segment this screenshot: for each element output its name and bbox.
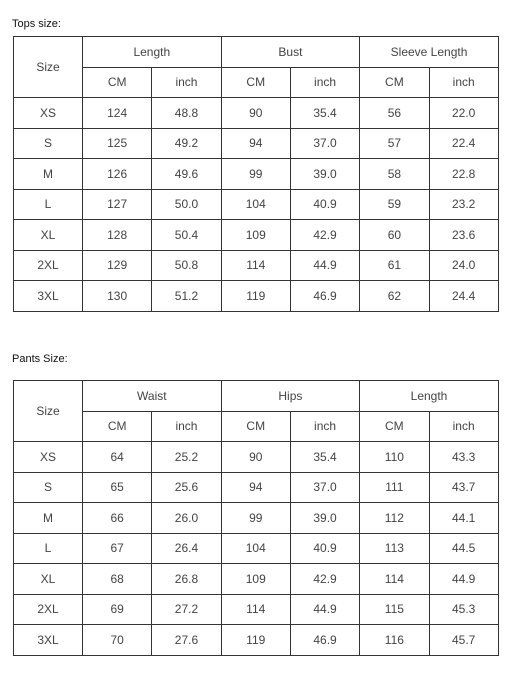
measurement-cell: 59 bbox=[360, 189, 429, 220]
measurement-cell: 69 bbox=[83, 594, 152, 625]
measurement-cell: 119 bbox=[221, 625, 290, 656]
measurement-cell: 104 bbox=[221, 189, 290, 220]
measurement-cell: 112 bbox=[360, 503, 429, 534]
measurement-cell: 49.2 bbox=[152, 128, 221, 159]
size-label-cell: L bbox=[14, 533, 83, 564]
measurement-cell: 90 bbox=[221, 98, 290, 129]
measurement-cell: 99 bbox=[221, 159, 290, 190]
measurement-cell: 127 bbox=[83, 189, 152, 220]
table-row bbox=[14, 128, 499, 159]
measurement-cell: 50.8 bbox=[152, 250, 221, 281]
measurement-cell: 40.9 bbox=[290, 533, 359, 564]
measurement-cell: 64 bbox=[83, 442, 152, 473]
table-row bbox=[14, 281, 499, 312]
measurement-cell: 27.6 bbox=[152, 625, 221, 656]
measurement-cell: 111 bbox=[360, 472, 429, 503]
measurement-cell: 50.0 bbox=[152, 189, 221, 220]
size-label-cell: XL bbox=[14, 564, 83, 595]
measurement-cell: 37.0 bbox=[290, 472, 359, 503]
measurement-cell: 67 bbox=[83, 533, 152, 564]
measurement-cell: 26.8 bbox=[152, 564, 221, 595]
measurement-cell: 119 bbox=[221, 281, 290, 312]
measurement-cell: 99 bbox=[221, 503, 290, 534]
size-column-header: Size bbox=[14, 37, 83, 98]
tops-size-table bbox=[13, 36, 499, 312]
group-header-bust: Bust bbox=[221, 37, 360, 68]
table-row bbox=[14, 533, 499, 564]
measurement-cell: 39.0 bbox=[290, 159, 359, 190]
measurement-cell: 44.9 bbox=[290, 250, 359, 281]
measurement-cell: 23.6 bbox=[429, 220, 498, 251]
measurement-cell: 94 bbox=[221, 128, 290, 159]
measurement-cell: 44.1 bbox=[429, 503, 498, 534]
table-row bbox=[14, 98, 499, 129]
measurement-cell: 50.4 bbox=[152, 220, 221, 251]
size-label-cell: XL bbox=[14, 220, 83, 251]
size-column-header: Size bbox=[14, 381, 83, 442]
unit-header-inch: inch bbox=[152, 411, 221, 442]
size-label-cell: 3XL bbox=[14, 281, 83, 312]
measurement-cell: 48.8 bbox=[152, 98, 221, 129]
measurement-cell: 44.9 bbox=[290, 594, 359, 625]
group-header-length: Length bbox=[360, 381, 499, 412]
measurement-cell: 46.9 bbox=[290, 281, 359, 312]
measurement-cell: 46.9 bbox=[290, 625, 359, 656]
measurement-cell: 24.4 bbox=[429, 281, 498, 312]
table-row bbox=[14, 503, 499, 534]
measurement-cell: 66 bbox=[83, 503, 152, 534]
measurement-cell: 39.0 bbox=[290, 503, 359, 534]
pants-size-table bbox=[13, 380, 499, 656]
table-row bbox=[14, 472, 499, 503]
unit-header-inch: inch bbox=[429, 411, 498, 442]
measurement-cell: 115 bbox=[360, 594, 429, 625]
measurement-cell: 40.9 bbox=[290, 189, 359, 220]
unit-header-inch: inch bbox=[152, 67, 221, 98]
tops-section-title: Tops size: bbox=[12, 18, 61, 30]
measurement-cell: 68 bbox=[83, 564, 152, 595]
size-label-cell: XS bbox=[14, 442, 83, 473]
table-row bbox=[14, 189, 499, 220]
table-row bbox=[14, 159, 499, 190]
unit-header-inch: inch bbox=[290, 411, 359, 442]
measurement-cell: 124 bbox=[83, 98, 152, 129]
group-header-hips: Hips bbox=[221, 381, 360, 412]
measurement-cell: 109 bbox=[221, 220, 290, 251]
table-row bbox=[14, 220, 499, 251]
measurement-cell: 42.9 bbox=[290, 220, 359, 251]
size-label-cell: S bbox=[14, 128, 83, 159]
measurement-cell: 116 bbox=[360, 625, 429, 656]
unit-header-cm: CM bbox=[360, 411, 429, 442]
measurement-cell: 45.7 bbox=[429, 625, 498, 656]
measurement-cell: 114 bbox=[221, 594, 290, 625]
unit-header-cm: CM bbox=[83, 67, 152, 98]
measurement-cell: 61 bbox=[360, 250, 429, 281]
table-row bbox=[14, 442, 499, 473]
measurement-cell: 22.4 bbox=[429, 128, 498, 159]
measurement-cell: 126 bbox=[83, 159, 152, 190]
size-label-cell: 2XL bbox=[14, 250, 83, 281]
measurement-cell: 104 bbox=[221, 533, 290, 564]
measurement-cell: 22.0 bbox=[429, 98, 498, 129]
measurement-cell: 24.0 bbox=[429, 250, 498, 281]
measurement-cell: 43.3 bbox=[429, 442, 498, 473]
measurement-cell: 44.9 bbox=[429, 564, 498, 595]
measurement-cell: 58 bbox=[360, 159, 429, 190]
measurement-cell: 27.2 bbox=[152, 594, 221, 625]
measurement-cell: 114 bbox=[221, 250, 290, 281]
size-label-cell: 3XL bbox=[14, 625, 83, 656]
measurement-cell: 94 bbox=[221, 472, 290, 503]
group-header-waist: Waist bbox=[83, 381, 222, 412]
measurement-cell: 35.4 bbox=[290, 98, 359, 129]
size-label-cell: M bbox=[14, 159, 83, 190]
measurement-cell: 44.5 bbox=[429, 533, 498, 564]
table-row bbox=[14, 250, 499, 281]
size-label-cell: L bbox=[14, 189, 83, 220]
measurement-cell: 26.4 bbox=[152, 533, 221, 564]
group-header-sleeve-length: Sleeve Length bbox=[360, 37, 499, 68]
measurement-cell: 23.2 bbox=[429, 189, 498, 220]
measurement-cell: 49.6 bbox=[152, 159, 221, 190]
unit-header-cm: CM bbox=[221, 67, 290, 98]
group-header-length: Length bbox=[83, 37, 222, 68]
table-row bbox=[14, 564, 499, 595]
size-label-cell: 2XL bbox=[14, 594, 83, 625]
unit-header-inch: inch bbox=[429, 67, 498, 98]
measurement-cell: 45.3 bbox=[429, 594, 498, 625]
measurement-cell: 25.2 bbox=[152, 442, 221, 473]
measurement-cell: 129 bbox=[83, 250, 152, 281]
measurement-cell: 114 bbox=[360, 564, 429, 595]
measurement-cell: 60 bbox=[360, 220, 429, 251]
table-row bbox=[14, 625, 499, 656]
measurement-cell: 43.7 bbox=[429, 472, 498, 503]
measurement-cell: 26.0 bbox=[152, 503, 221, 534]
measurement-cell: 37.0 bbox=[290, 128, 359, 159]
measurement-cell: 22.8 bbox=[429, 159, 498, 190]
measurement-cell: 42.9 bbox=[290, 564, 359, 595]
unit-header-cm: CM bbox=[221, 411, 290, 442]
measurement-cell: 125 bbox=[83, 128, 152, 159]
size-label-cell: S bbox=[14, 472, 83, 503]
unit-header-cm: CM bbox=[360, 67, 429, 98]
measurement-cell: 109 bbox=[221, 564, 290, 595]
size-label-cell: XS bbox=[14, 98, 83, 129]
unit-header-inch: inch bbox=[290, 67, 359, 98]
measurement-cell: 113 bbox=[360, 533, 429, 564]
unit-header-cm: CM bbox=[83, 411, 152, 442]
table-row bbox=[14, 594, 499, 625]
measurement-cell: 90 bbox=[221, 442, 290, 473]
measurement-cell: 110 bbox=[360, 442, 429, 473]
measurement-cell: 70 bbox=[83, 625, 152, 656]
measurement-cell: 51.2 bbox=[152, 281, 221, 312]
measurement-cell: 57 bbox=[360, 128, 429, 159]
measurement-cell: 65 bbox=[83, 472, 152, 503]
size-label-cell: M bbox=[14, 503, 83, 534]
pants-section-title: Pants Size: bbox=[12, 353, 68, 365]
measurement-cell: 35.4 bbox=[290, 442, 359, 473]
measurement-cell: 62 bbox=[360, 281, 429, 312]
measurement-cell: 128 bbox=[83, 220, 152, 251]
measurement-cell: 130 bbox=[83, 281, 152, 312]
measurement-cell: 25.6 bbox=[152, 472, 221, 503]
measurement-cell: 56 bbox=[360, 98, 429, 129]
